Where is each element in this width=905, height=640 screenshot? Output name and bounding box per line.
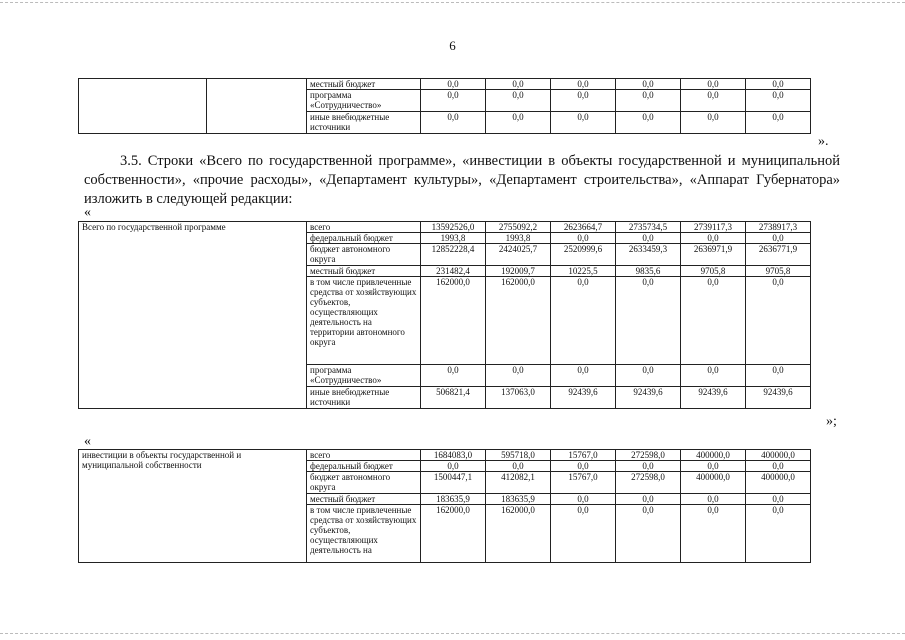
value-cell: 13592526,0 — [421, 222, 486, 233]
value-cell: 0,0 — [421, 112, 486, 134]
value-cell: 0,0 — [551, 365, 616, 387]
value-cell: 0,0 — [616, 112, 681, 134]
value-cell: 0,0 — [551, 505, 616, 563]
empty-cell — [79, 79, 207, 134]
value-cell: 0,0 — [746, 494, 811, 505]
value-cell: 92439,6 — [746, 387, 811, 409]
value-cell: 0,0 — [551, 79, 616, 90]
value-cell: 137063,0 — [486, 387, 551, 409]
value-cell: 0,0 — [551, 277, 616, 365]
table-continuation — [78, 78, 811, 134]
value-cell: 0,0 — [681, 277, 746, 365]
value-cell: 162000,0 — [421, 277, 486, 365]
value-cell: 1500447,1 — [421, 472, 486, 494]
value-cell: 0,0 — [681, 112, 746, 134]
value-cell: 0,0 — [681, 505, 746, 563]
value-cell: 9705,8 — [681, 266, 746, 277]
row-label: федеральный бюджет — [307, 233, 421, 244]
value-cell: 400000,0 — [746, 472, 811, 494]
value-cell: 0,0 — [616, 505, 681, 563]
value-cell: 0,0 — [681, 365, 746, 387]
value-cell: 0,0 — [486, 461, 551, 472]
value-cell: 183635,9 — [421, 494, 486, 505]
paragraph-text: 3.5. Строки «Всего по государственной программе», «инвестиции в объекты государственной и муниципальной собственности», «прочие расходы», «Департамент культуры», «Департамент строительства», «Аппарат Губернатора» изложить в следующей редакции: — [84, 153, 840, 207]
value-cell: 9705,8 — [746, 266, 811, 277]
value-cell: 272598,0 — [616, 472, 681, 494]
value-cell: 0,0 — [551, 90, 616, 112]
value-cell: 162000,0 — [421, 505, 486, 563]
value-cell: 400000,0 — [746, 450, 811, 461]
value-cell: 0,0 — [551, 461, 616, 472]
value-cell: 183635,9 — [486, 494, 551, 505]
table-row — [79, 79, 811, 90]
value-cell: 0,0 — [746, 277, 811, 365]
row-label: бюджет автономного округа — [307, 472, 421, 494]
row-label: бюджет автономного округа — [307, 244, 421, 266]
value-cell: 0,0 — [681, 461, 746, 472]
value-cell: 0,0 — [746, 112, 811, 134]
scan-top-edge — [0, 2, 905, 3]
scan-bottom-edge — [0, 633, 905, 634]
row-label: всего — [307, 222, 421, 233]
value-cell: 192009,7 — [486, 266, 551, 277]
value-cell: 2520999,6 — [551, 244, 616, 266]
row-label: программа «Сотрудничество» — [307, 90, 421, 112]
value-cell: 0,0 — [616, 79, 681, 90]
value-cell: 0,0 — [681, 79, 746, 90]
table-program-total — [78, 221, 811, 409]
section-title: Всего по государственной программе — [79, 222, 307, 409]
value-cell: 0,0 — [746, 461, 811, 472]
table-investments — [78, 449, 811, 563]
value-cell: 0,0 — [421, 365, 486, 387]
value-cell: 2739117,3 — [681, 222, 746, 233]
value-cell: 2633459,3 — [616, 244, 681, 266]
value-cell: 2636771,9 — [746, 244, 811, 266]
value-cell: 0,0 — [616, 365, 681, 387]
value-cell: 1993,8 — [421, 233, 486, 244]
value-cell: 2738917,3 — [746, 222, 811, 233]
row-label: всего — [307, 450, 421, 461]
value-cell: 2623664,7 — [551, 222, 616, 233]
value-cell: 0,0 — [551, 233, 616, 244]
value-cell: 506821,4 — [421, 387, 486, 409]
value-cell: 0,0 — [486, 90, 551, 112]
value-cell: 231482,4 — [421, 266, 486, 277]
value-cell: 595718,0 — [486, 450, 551, 461]
value-cell: 2424025,7 — [486, 244, 551, 266]
value-cell: 0,0 — [616, 494, 681, 505]
row-label: федеральный бюджет — [307, 461, 421, 472]
value-cell: 0,0 — [681, 233, 746, 244]
value-cell: 0,0 — [421, 90, 486, 112]
opening-quote: « — [84, 434, 91, 449]
value-cell: 162000,0 — [486, 505, 551, 563]
page-number: 6 — [449, 38, 456, 53]
row-label: местный бюджет — [307, 79, 421, 90]
value-cell: 2755092,2 — [486, 222, 551, 233]
value-cell: 0,0 — [421, 79, 486, 90]
value-cell: 0,0 — [551, 112, 616, 134]
row-label: иные внебюджетные источники — [307, 387, 421, 409]
value-cell: 1993,8 — [486, 233, 551, 244]
value-cell: 0,0 — [616, 90, 681, 112]
row-label: программа «Сотрудничество» — [307, 365, 421, 387]
value-cell: 162000,0 — [486, 277, 551, 365]
value-cell: 2735734,5 — [616, 222, 681, 233]
value-cell: 0,0 — [616, 277, 681, 365]
value-cell: 15767,0 — [551, 450, 616, 461]
value-cell: 9835,6 — [616, 266, 681, 277]
value-cell: 0,0 — [746, 505, 811, 563]
row-label: местный бюджет — [307, 266, 421, 277]
value-cell: 92439,6 — [616, 387, 681, 409]
section-title: инвестиции в объекты государственной и муниципальной собственности — [79, 450, 307, 563]
value-cell: 0,0 — [681, 494, 746, 505]
value-cell: 400000,0 — [681, 472, 746, 494]
value-cell: 0,0 — [746, 365, 811, 387]
value-cell: 0,0 — [486, 79, 551, 90]
value-cell: 2636971,9 — [681, 244, 746, 266]
value-cell: 1684083,0 — [421, 450, 486, 461]
row-label: местный бюджет — [307, 494, 421, 505]
value-cell: 0,0 — [551, 494, 616, 505]
value-cell: 0,0 — [746, 79, 811, 90]
value-cell: 412082,1 — [486, 472, 551, 494]
closing-quote: ». — [818, 134, 829, 149]
amendment-paragraph — [84, 152, 840, 209]
value-cell: 0,0 — [421, 461, 486, 472]
closing-quote: »; — [826, 414, 837, 429]
empty-cell — [207, 79, 307, 134]
value-cell: 92439,6 — [551, 387, 616, 409]
opening-quote: « — [84, 205, 91, 220]
value-cell: 0,0 — [616, 461, 681, 472]
value-cell: 0,0 — [746, 233, 811, 244]
value-cell: 12852228,4 — [421, 244, 486, 266]
table-row — [79, 450, 811, 461]
value-cell: 0,0 — [486, 365, 551, 387]
value-cell: 0,0 — [486, 112, 551, 134]
row-label: в том числе привлеченные средства от хозяйствующих субъектов, осуществляющих деятельность на — [307, 505, 421, 563]
table-row — [79, 222, 811, 233]
value-cell: 0,0 — [681, 90, 746, 112]
value-cell: 15767,0 — [551, 472, 616, 494]
value-cell: 400000,0 — [681, 450, 746, 461]
value-cell: 272598,0 — [616, 450, 681, 461]
row-label: в том числе привлеченные средства от хозяйствующих субъектов, осуществляющих деятельность на территории автономного округа — [307, 277, 421, 365]
value-cell: 0,0 — [616, 233, 681, 244]
value-cell: 0,0 — [746, 90, 811, 112]
row-label: иные внебюджетные источники — [307, 112, 421, 134]
value-cell: 10225,5 — [551, 266, 616, 277]
value-cell: 92439,6 — [681, 387, 746, 409]
